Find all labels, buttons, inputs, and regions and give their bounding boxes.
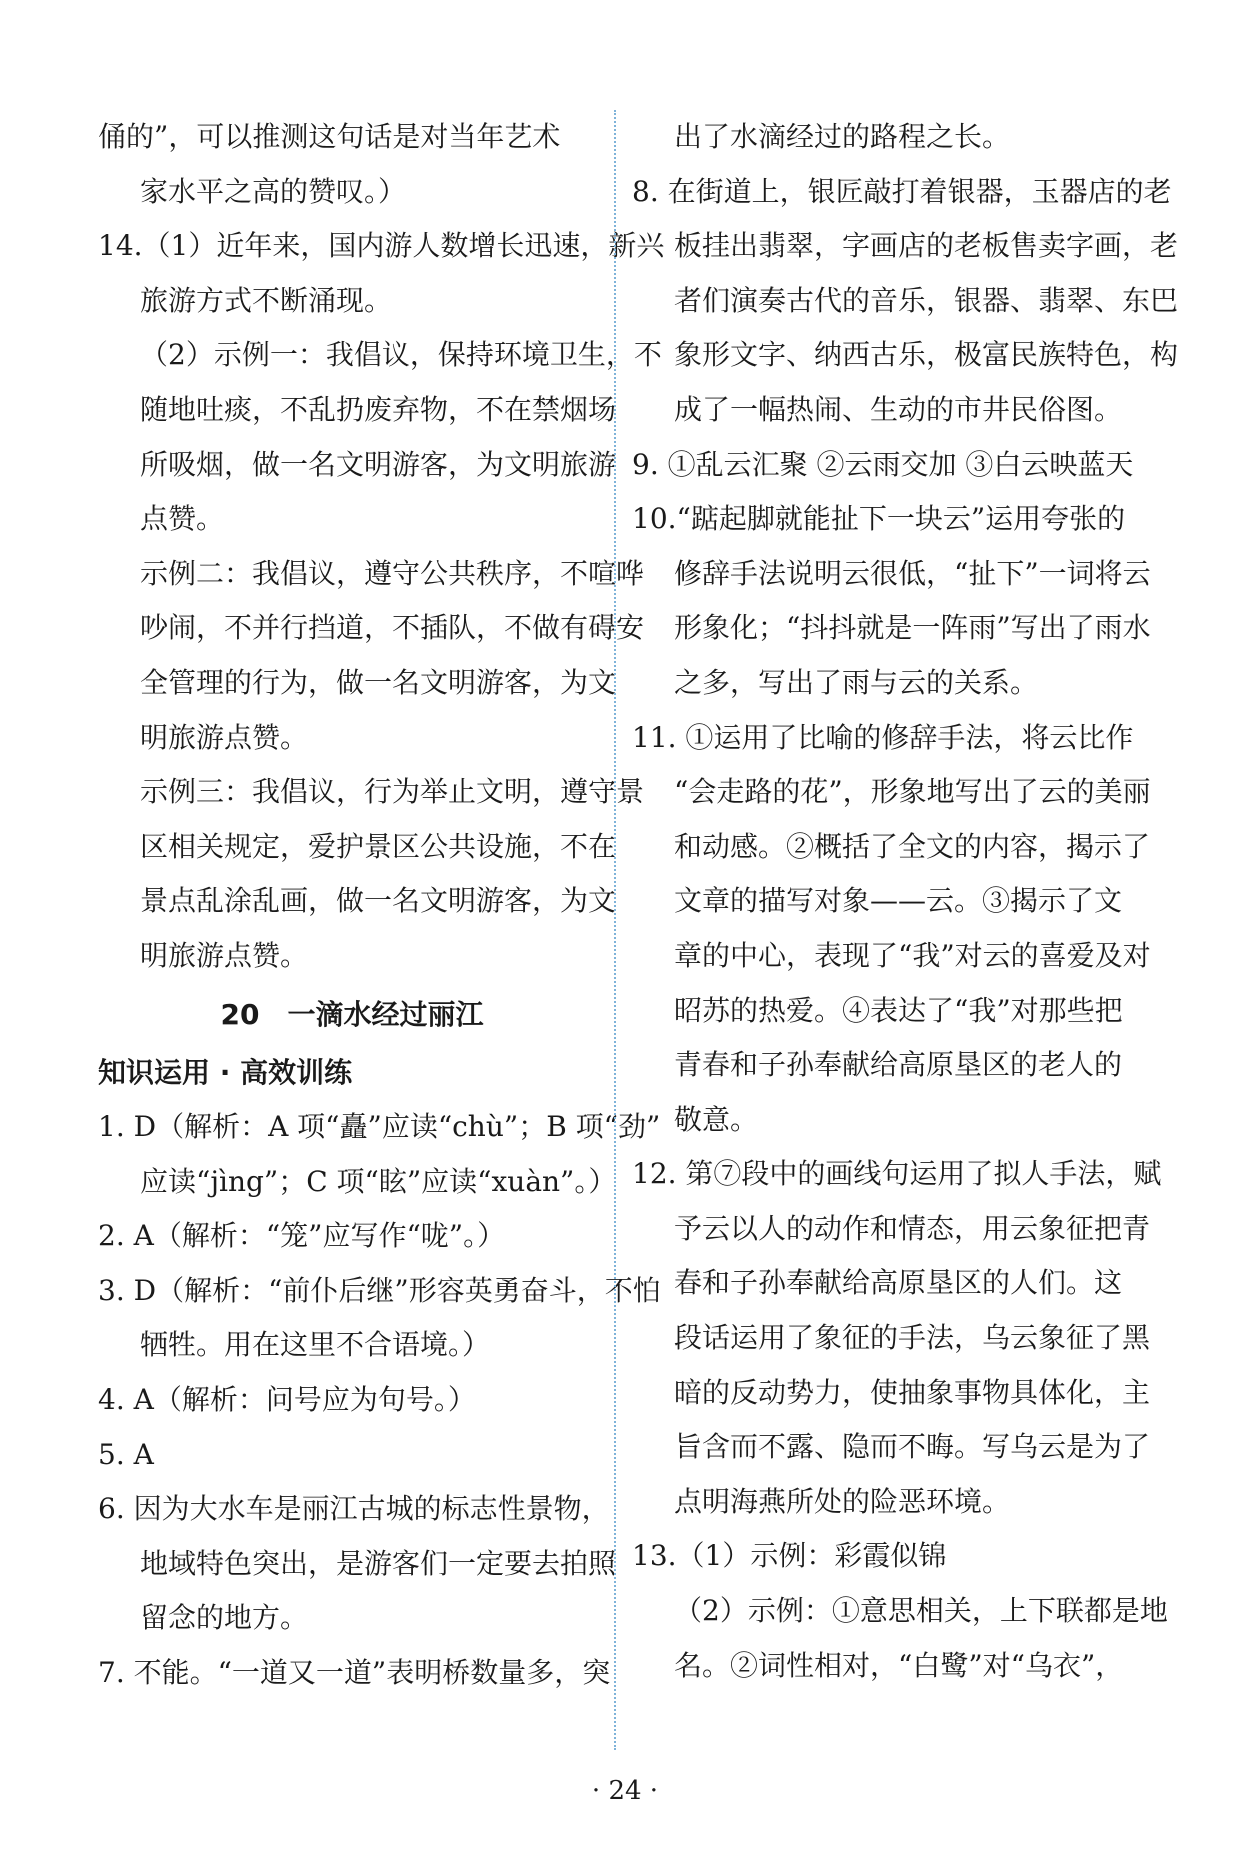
text-line: 敬意。 [674, 1102, 759, 1136]
text-line: 明旅游点赞。 [140, 720, 309, 754]
text-line: 吵闹，不并行挡道，不插队，不做有碍安 [140, 611, 645, 645]
text-line: 13.（1）示例：彩霞似锦 [632, 1539, 947, 1573]
text-line: 旨含而不露、隐而不晦。写乌云是为了 [674, 1430, 1151, 1464]
text-line: 明旅游点赞。 [140, 938, 309, 972]
text-line: 名。②词性相对，“白鹭”对“乌衣”， [674, 1648, 1124, 1682]
text-line: 应读“jìng”；C 项“眩”应读“xuàn”。） [140, 1164, 617, 1198]
text-line: 全管理的行为，做一名文明游客，为文 [140, 665, 617, 699]
text-line: （2）示例：①意思相关，上下联都是地 [674, 1594, 1168, 1628]
right-column [632, 110, 1179, 1693]
text-line: 予云以人的动作和情态，用云象征把青 [674, 1211, 1151, 1245]
text-line: 段话运用了象征的手法，乌云象征了黑 [674, 1321, 1151, 1355]
text-line: 旅游方式不断涌现。 [140, 283, 393, 317]
text-line: 区相关规定，爱护景区公共设施，不在 [140, 829, 617, 863]
right-text [632, 110, 1179, 1693]
text-line: 12. 第⑦段中的画线句运用了拟人手法，赋 [632, 1157, 1162, 1191]
text-line: 1. D（解析：A 项“矗”应读“chù”；B 项“劲” [98, 1110, 661, 1144]
text-line: 俑的”，可以推测这句话是对当年艺术 [98, 120, 561, 153]
text-line: 8. 在街道上，银匠敲打着银器，玉器店的老 [632, 174, 1172, 208]
text-line: 10.“踮起脚就能扯下一块云”运用夸张的 [632, 502, 1126, 536]
text-line: 示例二：我倡议，遵守公共秩序，不喧哗 [140, 556, 645, 590]
text-line: （2）示例一：我倡议，保持环境卫生，不 [140, 338, 662, 372]
text-line: 章的中心，表现了“我”对云的喜爱及对 [674, 938, 1151, 972]
text-line: 暗的反动势力，使抽象事物具体化，主 [674, 1375, 1151, 1409]
text-line: 6. 因为大水车是丽江古城的标志性景物， [98, 1492, 610, 1526]
text-line: “会走路的花”，形象地写出了云的美丽 [674, 775, 1151, 809]
text-line: 形象化；“抖抖就是一阵雨”写出了雨水 [674, 611, 1151, 645]
text-line: 板挂出翡翠，字画店的老板售卖字画，老 [674, 229, 1179, 263]
text-line: 之多，写出了雨与云的关系。 [674, 665, 1039, 699]
text-line: 9. ①乱云汇聚 ②云雨交加 ③白云映蓝天 [632, 447, 1134, 481]
left-bottom-text [98, 1100, 661, 1701]
page-number: · 24 · [591, 1776, 659, 1806]
text-line: 2. A（解析：“笼”应写作“咙”。） [98, 1219, 506, 1253]
left-top-text [98, 110, 665, 984]
text-line: 青春和子孙奉献给高原垦区的老人的 [674, 1048, 1123, 1082]
text-line: 所吸烟，做一名文明游客，为文明旅游 [140, 447, 617, 481]
text-line: 7. 不能。“一道又一道”表明桥数量多，突 [98, 1656, 611, 1690]
text-line: 5. A [98, 1437, 154, 1471]
text-line: 4. A（解析：问号应为句号。） [98, 1383, 476, 1417]
text-line: 象形文字、纳西古乐，极富民族特色，构 [674, 338, 1179, 372]
text-line: 点赞。 [140, 502, 225, 536]
text-line: 点明海燕所处的险恶环境。 [674, 1484, 1011, 1518]
text-line: 牺牲。用在这里不合语境。） [140, 1328, 491, 1362]
text-line: 和动感。②概括了全文的内容，揭示了 [674, 829, 1151, 863]
text-line: 文章的描写对象——云。③揭示了文 [674, 884, 1123, 918]
left-column [98, 110, 665, 1701]
text-line: 出了水滴经过的路程之长。 [674, 120, 1011, 153]
text-line: 随地吐痰，不乱扔废弃物，不在禁烟场 [140, 392, 617, 426]
text-line: 示例三：我倡议，行为举止文明，遵守景 [140, 775, 645, 809]
column-divider [614, 110, 616, 1750]
text-line: 留念的地方。 [140, 1601, 309, 1635]
text-line: 昭苏的热爱。④表达了“我”对那些把 [674, 993, 1123, 1027]
text-line: 地域特色突出，是游客们一定要去拍照 [140, 1546, 617, 1580]
text-line: 景点乱涂乱画，做一名文明游客，为文 [140, 884, 617, 918]
text-line: 3. D（解析：“前仆后继”形容英勇奋斗，不怕 [98, 1273, 661, 1307]
text-line: 者们演奏古代的音乐，银器、翡翠、东巴 [674, 283, 1179, 317]
text-line: 修辞手法说明云很低，“扯下”一词将云 [674, 556, 1151, 590]
text-line: 春和子孙奉献给高原垦区的人们。这 [674, 1266, 1123, 1300]
text-line: 14.（1）近年来，国内游人数增长迅速，新兴 [98, 229, 665, 263]
text-line: 成了一幅热闹、生动的市井民俗图。 [674, 392, 1123, 426]
text-line: 家水平之高的赞叹。） [140, 174, 407, 208]
chapter-title: 20 一滴水经过丽江 [220, 997, 484, 1031]
text-line: 11. ①运用了比喻的修辞手法，将云比作 [632, 720, 1134, 754]
section-heading: 知识运用 · 高效训练 [98, 1055, 353, 1089]
